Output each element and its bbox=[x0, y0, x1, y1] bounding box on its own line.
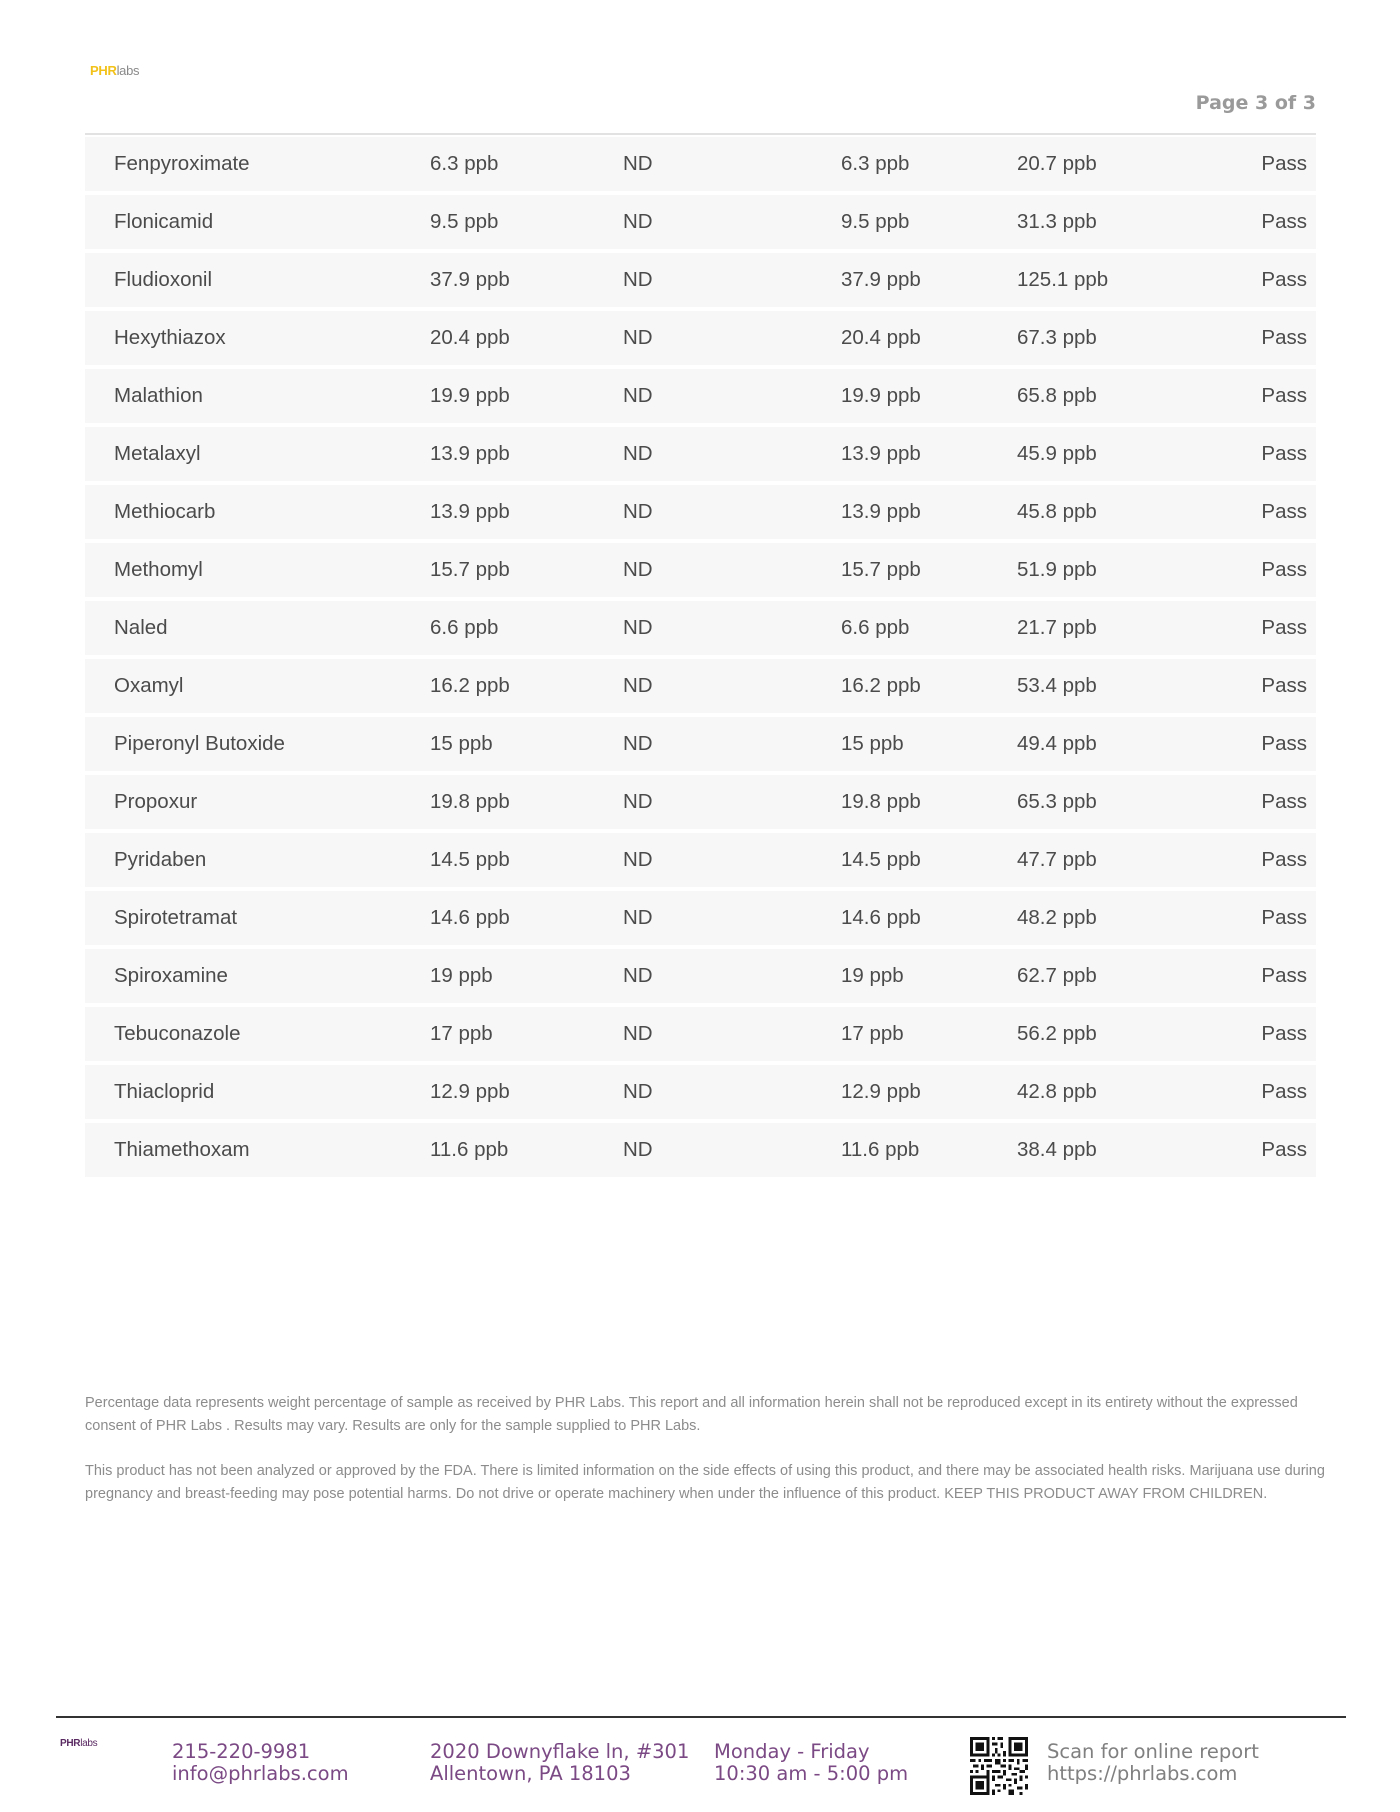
qr-code-icon[interactable] bbox=[970, 1737, 1028, 1795]
limit-value: 51.9 ppb bbox=[1017, 558, 1097, 581]
loq-value: 15 ppb bbox=[841, 732, 904, 755]
analyte-name: Piperonyl Butoxide bbox=[114, 732, 285, 755]
status-value: Pass bbox=[1261, 442, 1307, 465]
address-line-1: 2020 Downyflake ln, #301 bbox=[430, 1740, 690, 1763]
table-row bbox=[85, 601, 1316, 655]
limit-value: 47.7 ppb bbox=[1017, 848, 1097, 871]
result-value: ND bbox=[623, 442, 653, 465]
lod-value: 16.2 ppb bbox=[430, 674, 510, 697]
result-value: ND bbox=[623, 1022, 653, 1045]
status-value: Pass bbox=[1261, 1022, 1307, 1045]
lod-value: 13.9 ppb bbox=[430, 500, 510, 523]
table-row bbox=[85, 195, 1316, 249]
disclaimer-text: Percentage data represents weight percentage of sample as received by PHR Labs. This report and all information herein shall not be reproduced except in its entirety without the expressed consent of PHR Labs . Results may vary. Results are only for the sample supplied to PHR Labs. bbox=[85, 1395, 1298, 1434]
result-value: ND bbox=[623, 500, 653, 523]
limit-value: 49.4 ppb bbox=[1017, 732, 1097, 755]
status-value: Pass bbox=[1261, 500, 1307, 523]
lod-value: 19.9 ppb bbox=[430, 384, 510, 407]
lod-value: 6.3 ppb bbox=[430, 152, 499, 175]
lod-value: 11.6 ppb bbox=[430, 1138, 509, 1161]
lod-value: 19 ppb bbox=[430, 964, 493, 987]
limit-value: 21.7 ppb bbox=[1017, 616, 1097, 639]
result-value: ND bbox=[623, 616, 653, 639]
status-value: Pass bbox=[1261, 384, 1307, 407]
result-value: ND bbox=[623, 268, 653, 291]
table-row bbox=[85, 485, 1316, 539]
loq-value: 11.6 ppb bbox=[841, 1138, 920, 1161]
result-value: ND bbox=[623, 674, 653, 697]
footer-scan bbox=[1047, 1741, 1259, 1785]
analyte-name: Pyridaben bbox=[114, 848, 207, 871]
analyte-name: Malathion bbox=[114, 384, 203, 407]
loq-value: 16.2 ppb bbox=[841, 674, 921, 697]
result-value: ND bbox=[623, 384, 653, 407]
analyte-name: Methiocarb bbox=[114, 500, 216, 523]
loq-value: 14.6 ppb bbox=[841, 906, 921, 929]
table-row bbox=[85, 369, 1316, 423]
results-table bbox=[85, 137, 1316, 1181]
loq-value: 6.3 ppb bbox=[841, 152, 910, 175]
status-value: Pass bbox=[1261, 790, 1307, 813]
result-value: ND bbox=[623, 558, 653, 581]
status-value: Pass bbox=[1261, 1138, 1307, 1161]
footer-address bbox=[430, 1741, 689, 1785]
analyte-name: Methomyl bbox=[114, 558, 203, 581]
analyte-name: Thiamethoxam bbox=[114, 1138, 250, 1161]
footer-divider bbox=[56, 1716, 1346, 1718]
table-row bbox=[85, 775, 1316, 829]
status-value: Pass bbox=[1261, 674, 1307, 697]
footer-hours bbox=[714, 1741, 908, 1785]
lod-value: 17 ppb bbox=[430, 1022, 493, 1045]
status-value: Pass bbox=[1261, 558, 1307, 581]
table-row bbox=[85, 891, 1316, 945]
result-value: ND bbox=[623, 1080, 653, 1103]
loq-value: 6.6 ppb bbox=[841, 616, 910, 639]
status-value: Pass bbox=[1261, 906, 1307, 929]
status-value: Pass bbox=[1261, 210, 1307, 233]
loq-value: 14.5 ppb bbox=[841, 848, 921, 871]
table-row bbox=[85, 427, 1316, 481]
table-row bbox=[85, 311, 1316, 365]
lod-value: 19.8 ppb bbox=[430, 790, 510, 813]
loq-value: 13.9 ppb bbox=[841, 500, 921, 523]
limit-value: 20.7 ppb bbox=[1017, 152, 1097, 175]
table-row bbox=[85, 253, 1316, 307]
footer-contact bbox=[172, 1741, 349, 1785]
limit-value: 67.3 ppb bbox=[1017, 326, 1097, 349]
result-value: ND bbox=[623, 732, 653, 755]
footer-logo bbox=[60, 1738, 97, 1749]
loq-value: 19.8 ppb bbox=[841, 790, 921, 813]
logo-phr-text: PHR bbox=[90, 63, 117, 78]
loq-value: 19 ppb bbox=[841, 964, 904, 987]
lod-value: 15.7 ppb bbox=[430, 558, 510, 581]
analyte-name: Metalaxyl bbox=[114, 442, 201, 465]
email-link[interactable]: info@phrlabs.com bbox=[172, 1762, 349, 1785]
result-value: ND bbox=[623, 210, 653, 233]
lod-value: 12.9 ppb bbox=[430, 1080, 510, 1103]
header-divider bbox=[85, 133, 1316, 135]
footer-logo-labs-text: labs bbox=[80, 1738, 98, 1749]
result-value: ND bbox=[623, 848, 653, 871]
limit-value: 65.8 ppb bbox=[1017, 384, 1097, 407]
table-row bbox=[85, 1007, 1316, 1061]
hours-time: 10:30 am - 5:00 pm bbox=[714, 1762, 909, 1785]
limit-value: 53.4 ppb bbox=[1017, 674, 1097, 697]
loq-value: 19.9 ppb bbox=[841, 384, 921, 407]
table-row bbox=[85, 717, 1316, 771]
status-value: Pass bbox=[1261, 268, 1307, 291]
limit-value: 56.2 ppb bbox=[1017, 1022, 1097, 1045]
loq-value: 9.5 ppb bbox=[841, 210, 910, 233]
result-value: ND bbox=[623, 790, 653, 813]
scan-instruction: Scan for online report bbox=[1047, 1740, 1259, 1763]
analyte-name: Fludioxonil bbox=[114, 268, 212, 291]
analyte-name: Spirotetramat bbox=[114, 906, 238, 929]
status-value: Pass bbox=[1261, 152, 1307, 175]
table-row bbox=[85, 659, 1316, 713]
status-value: Pass bbox=[1261, 848, 1307, 871]
status-value: Pass bbox=[1261, 326, 1307, 349]
result-value: ND bbox=[623, 906, 653, 929]
lod-value: 14.6 ppb bbox=[430, 906, 510, 929]
status-value: Pass bbox=[1261, 1080, 1307, 1103]
analyte-name: Flonicamid bbox=[114, 210, 214, 233]
analyte-name: Fenpyroximate bbox=[114, 152, 250, 175]
analyte-name: Spiroxamine bbox=[114, 964, 228, 987]
loq-value: 12.9 ppb bbox=[841, 1080, 921, 1103]
result-value: ND bbox=[623, 1138, 653, 1161]
table-row bbox=[85, 543, 1316, 597]
status-value: Pass bbox=[1261, 732, 1307, 755]
limit-value: 42.8 ppb bbox=[1017, 1080, 1097, 1103]
limit-value: 31.3 ppb bbox=[1017, 210, 1097, 233]
logo-labs-text: labs bbox=[116, 63, 140, 78]
result-value: ND bbox=[623, 326, 653, 349]
limit-value: 38.4 ppb bbox=[1017, 1138, 1097, 1161]
analyte-name: Oxamyl bbox=[114, 674, 184, 697]
limit-value: 62.7 ppb bbox=[1017, 964, 1097, 987]
limit-value: 65.3 ppb bbox=[1017, 790, 1097, 813]
loq-value: 37.9 ppb bbox=[841, 268, 921, 291]
page-indicator: Page 3 of 3 bbox=[1195, 92, 1316, 114]
result-value: ND bbox=[623, 152, 653, 175]
loq-value: 13.9 ppb bbox=[841, 442, 921, 465]
fda-warning-text: This product has not been analyzed or approved by the FDA. There is limited information on the side effects of using this product, and there may be associated health risks. Marijuana use during pregnancy and breast-feeding may pose potential harms. Do not drive or operate machinery when under the influence of this product. KEEP THIS PRODUCT AWAY FROM CHILDREN. bbox=[85, 1463, 1325, 1502]
table-row bbox=[85, 833, 1316, 887]
result-value: ND bbox=[623, 964, 653, 987]
status-value: Pass bbox=[1261, 616, 1307, 639]
loq-value: 20.4 ppb bbox=[841, 326, 921, 349]
limit-value: 125.1 ppb bbox=[1017, 268, 1109, 291]
footer-logo-phr-text: PHR bbox=[60, 1738, 81, 1749]
lod-value: 6.6 ppb bbox=[430, 616, 499, 639]
analyte-name: Thiacloprid bbox=[114, 1080, 215, 1103]
loq-value: 15.7 ppb bbox=[841, 558, 921, 581]
lod-value: 15 ppb bbox=[430, 732, 493, 755]
brand-logo bbox=[90, 63, 139, 78]
lod-value: 13.9 ppb bbox=[430, 442, 510, 465]
lod-value: 37.9 ppb bbox=[430, 268, 510, 291]
analyte-name: Tebuconazole bbox=[114, 1022, 241, 1045]
loq-value: 17 ppb bbox=[841, 1022, 904, 1045]
table-row bbox=[85, 949, 1316, 1003]
status-value: Pass bbox=[1261, 964, 1307, 987]
lod-value: 9.5 ppb bbox=[430, 210, 499, 233]
limit-value: 45.9 ppb bbox=[1017, 442, 1097, 465]
limit-value: 48.2 ppb bbox=[1017, 906, 1097, 929]
table-row bbox=[85, 1123, 1316, 1177]
table-row bbox=[85, 1065, 1316, 1119]
website-link[interactable]: https://phrlabs.com bbox=[1047, 1762, 1238, 1785]
analyte-name: Propoxur bbox=[114, 790, 198, 813]
lod-value: 20.4 ppb bbox=[430, 326, 510, 349]
table-row bbox=[85, 137, 1316, 191]
hours-days: Monday - Friday bbox=[714, 1740, 870, 1763]
analyte-name: Hexythiazox bbox=[114, 326, 226, 349]
lod-value: 14.5 ppb bbox=[430, 848, 510, 871]
phone-number[interactable]: 215-220-9981 bbox=[172, 1740, 311, 1763]
address-line-2: Allentown, PA 18103 bbox=[430, 1762, 631, 1785]
limit-value: 45.8 ppb bbox=[1017, 500, 1097, 523]
analyte-name: Naled bbox=[114, 616, 168, 639]
